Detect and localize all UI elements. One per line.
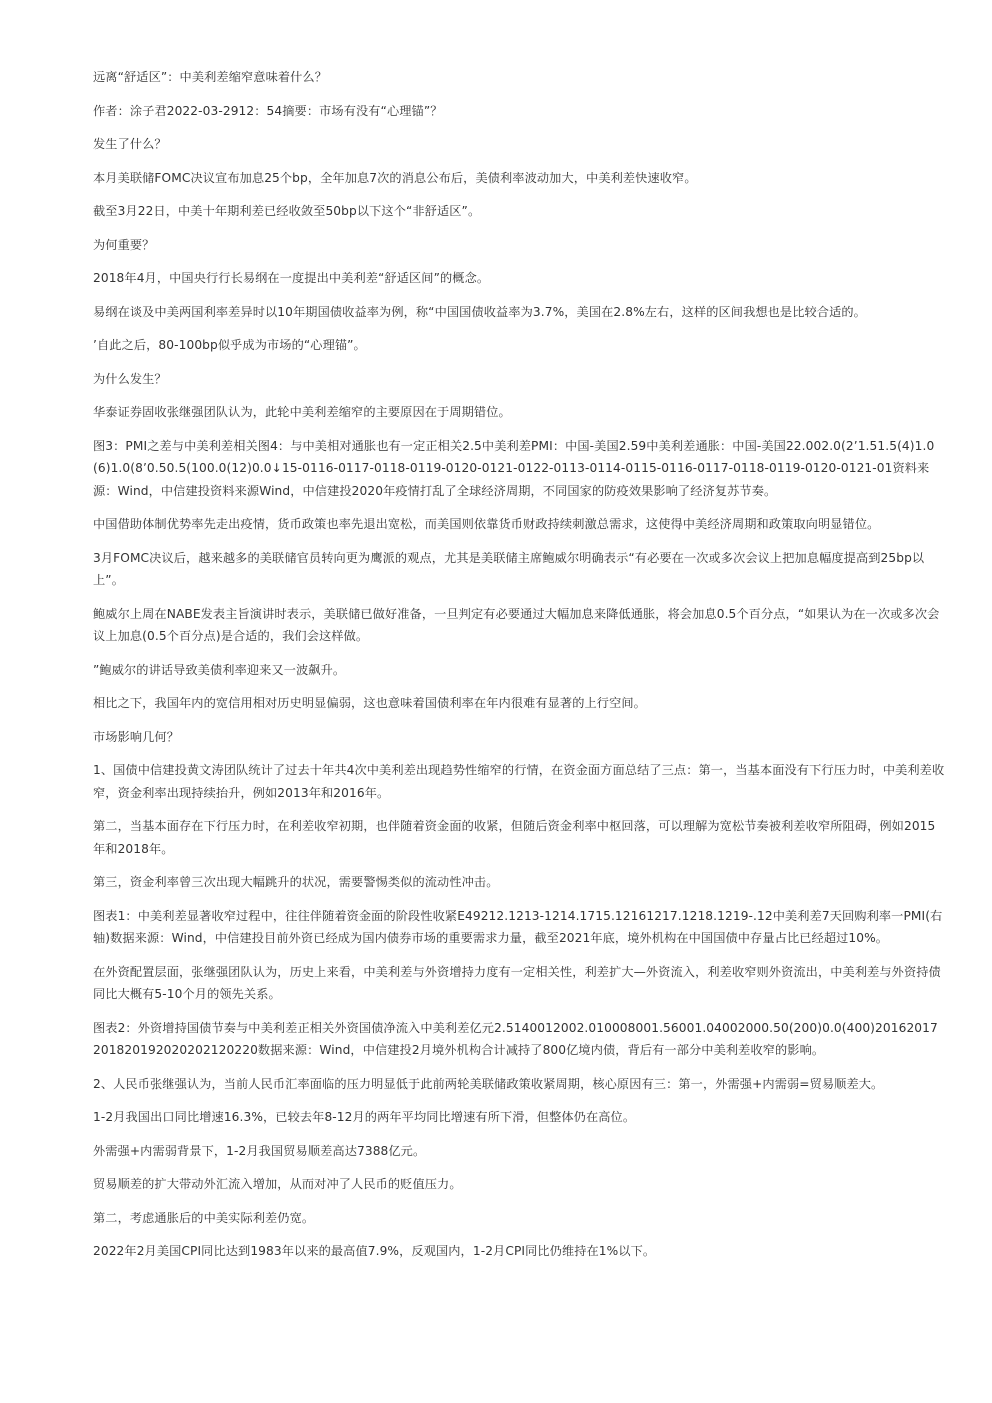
document-page: [93, 66, 945, 1274]
article-title: 远离“舒适区”：中美利差缩窄意味着什么？: [93, 70, 328, 84]
section-heading: 发生了什么？: [93, 137, 167, 151]
paragraph: 2022年2月美国CPI同比达到1983年以来的最高值7.9%，反观国内，1-2月CPI同比仍维持在1%以下。: [93, 1244, 656, 1258]
paragraph: 贸易顺差的扩大带动外汇流入增加，从而对冲了人民币的贬值压力。: [93, 1177, 462, 1191]
paragraph: ’自此之后，80-100bp似乎成为市场的“心理锚”。: [93, 338, 366, 352]
paragraph: 第二，当基本面存在下行压力时，在利差收窄初期，也伴随着资金面的收紧，但随后资金利率中枢回落，可以理解为宽松节奏被利差收窄所阻碍，例如2015年和2018年。: [93, 819, 936, 856]
paragraph: 1、国债中信建投黄文涛团队统计了过去十年共4次中美利差出现趋势性缩窄的行情，在资金面方面总结了三点：第一，当基本面没有下行压力时，中美利差收窄，资金利率出现持续抬升，例如2013年和2016年。: [93, 763, 945, 800]
paragraph: 外需强+内需弱背景下，1-2月我国贸易顺差高达7388亿元。: [93, 1143, 426, 1158]
paragraph: 截至3月22日，中美十年期利差已经收敛至50bp以下这个“非舒适区”。: [93, 204, 481, 218]
paragraph: 1-2月我国出口同比增速16.3%，已较去年8-12月的两年平均同比增速有所下滑，但整体仍在高位。: [93, 1110, 636, 1124]
paragraph: 3月FOMC决议后，越来越多的美联储官员转向更为鹰派的观点，尤其是美联储主席鲍威尔明确表示“有必要在一次或多次会议上把加息幅度提高到25bp以上”。: [93, 550, 925, 587]
paragraph: 中国借助体制优势率先走出疫情，货币政策也率先退出宽松，而美国则依靠货币财政持续刺激总需求，这使得中美经济周期和政策取向明显错位。: [93, 517, 880, 531]
section-heading: 为何重要？: [93, 237, 155, 252]
paragraph: 本月美联储FOMC决议宣布加息25个bp，全年加息7次的消息公布后，美债利率波动加大，中美利差快速收窄。: [93, 170, 697, 185]
author-line: 作者：涂子君2022-03-2912：54摘要：市场有没有“心理锚”？: [93, 103, 443, 118]
paragraph: 易纲在谈及中美两国利率差异时以10年期国债收益率为例，称“中国国债收益率为3.7%，美国在2.8%左右，这样的区间我想也是比较合适的。: [93, 304, 866, 319]
paragraph: 鲍威尔上周在NABE发表主旨演讲时表示，美联储已做好准备，一旦判定有必要通过大幅加息来降低通胀，将会加息0.5个百分点，“如果认为在一次或多次会议上加息(0.5个百分点)是合适的，我们会这样做。: [93, 606, 940, 643]
section-heading: 市场影响几何？: [93, 729, 180, 744]
paragraph: 第二，考虑通胀后的中美实际利差仍宽。: [93, 1210, 315, 1225]
figure-caption-paragraph: 图3：PMI之差与中美利差相关图4：与中美相对通胀也有一定正相关2.5中美利差PMI：中国-美国2.59中美利差通胀：中国-美国22.002.0(2’1.51.5(4)1.0(6)1.0(8’0.50.5(100.0(12)0.0↓15-0116-0117-0118-0119-0120-0121-0122-0113-0114-0115-0116-0117-0118-0119-0120-0121-01资料来源：Wind，中信建投资料来源Wind，中信建投2020年疫情打乱了全球经济周期，不同国家的防疫效果影响了经济复苏节奏。: [93, 438, 935, 498]
paragraph: 2、人民币张继强认为，当前人民币汇率面临的压力明显低于此前两轮美联储政策收紧周期，核心原因有三：第一，外需强+内需弱=贸易顺差大。: [93, 1076, 884, 1091]
figure-caption-paragraph: 图表2：外资增持国债节奏与中美利差正相关外资国债净流入中美利差亿元2.5140012002.010008001.56001.04002000.50(200)0.0(400)20162017201820192020202120220数据来源：Wind，中信建投2月境外机构合计减持了800亿境内债，背后有一部分中美利差收窄的影响。: [93, 1020, 938, 1057]
paragraph: 2018年4月，中国央行行长易纲在一度提出中美利差“舒适区间”的概念。: [93, 271, 490, 285]
paragraph: 相比之下，我国年内的宽信用相对历史明显偏弱，这也意味着国债利率在年内很难有显著的上行空间。: [93, 696, 646, 710]
paragraph: ”鲍威尔的讲话导致美债利率迎来又一波飙升。: [93, 662, 346, 677]
paragraph: 第三，资金利率曾三次出现大幅跳升的状况，需要警惕类似的流动性冲击。: [93, 875, 499, 889]
paragraph: 华泰证券固收张继强团队认为，此轮中美利差缩窄的主要原因在于周期错位。: [93, 405, 511, 419]
section-heading: 为什么发生？: [93, 371, 167, 386]
figure-caption-paragraph: 图表1：中美利差显著收窄过程中，往往伴随着资金面的阶段性收紧E49212.1213-1214.1715.12161217.1218.1219-.12中美利差7天回购利率一PMI(右轴)数据来源：Wind，中信建投目前外资已经成为国内债券市场的重要需求力量，截至2021年底，境外机构在中国国债中存量占比已经超过10%。: [93, 908, 943, 945]
paragraph: 在外资配置层面，张继强团队认为，历史上来看，中美利差与外资增持力度有一定相关性，利差扩大—外资流入，利差收窄则外资流出，中美利差与外资持债同比大概有5-10个月的领先关系。: [93, 964, 941, 1001]
